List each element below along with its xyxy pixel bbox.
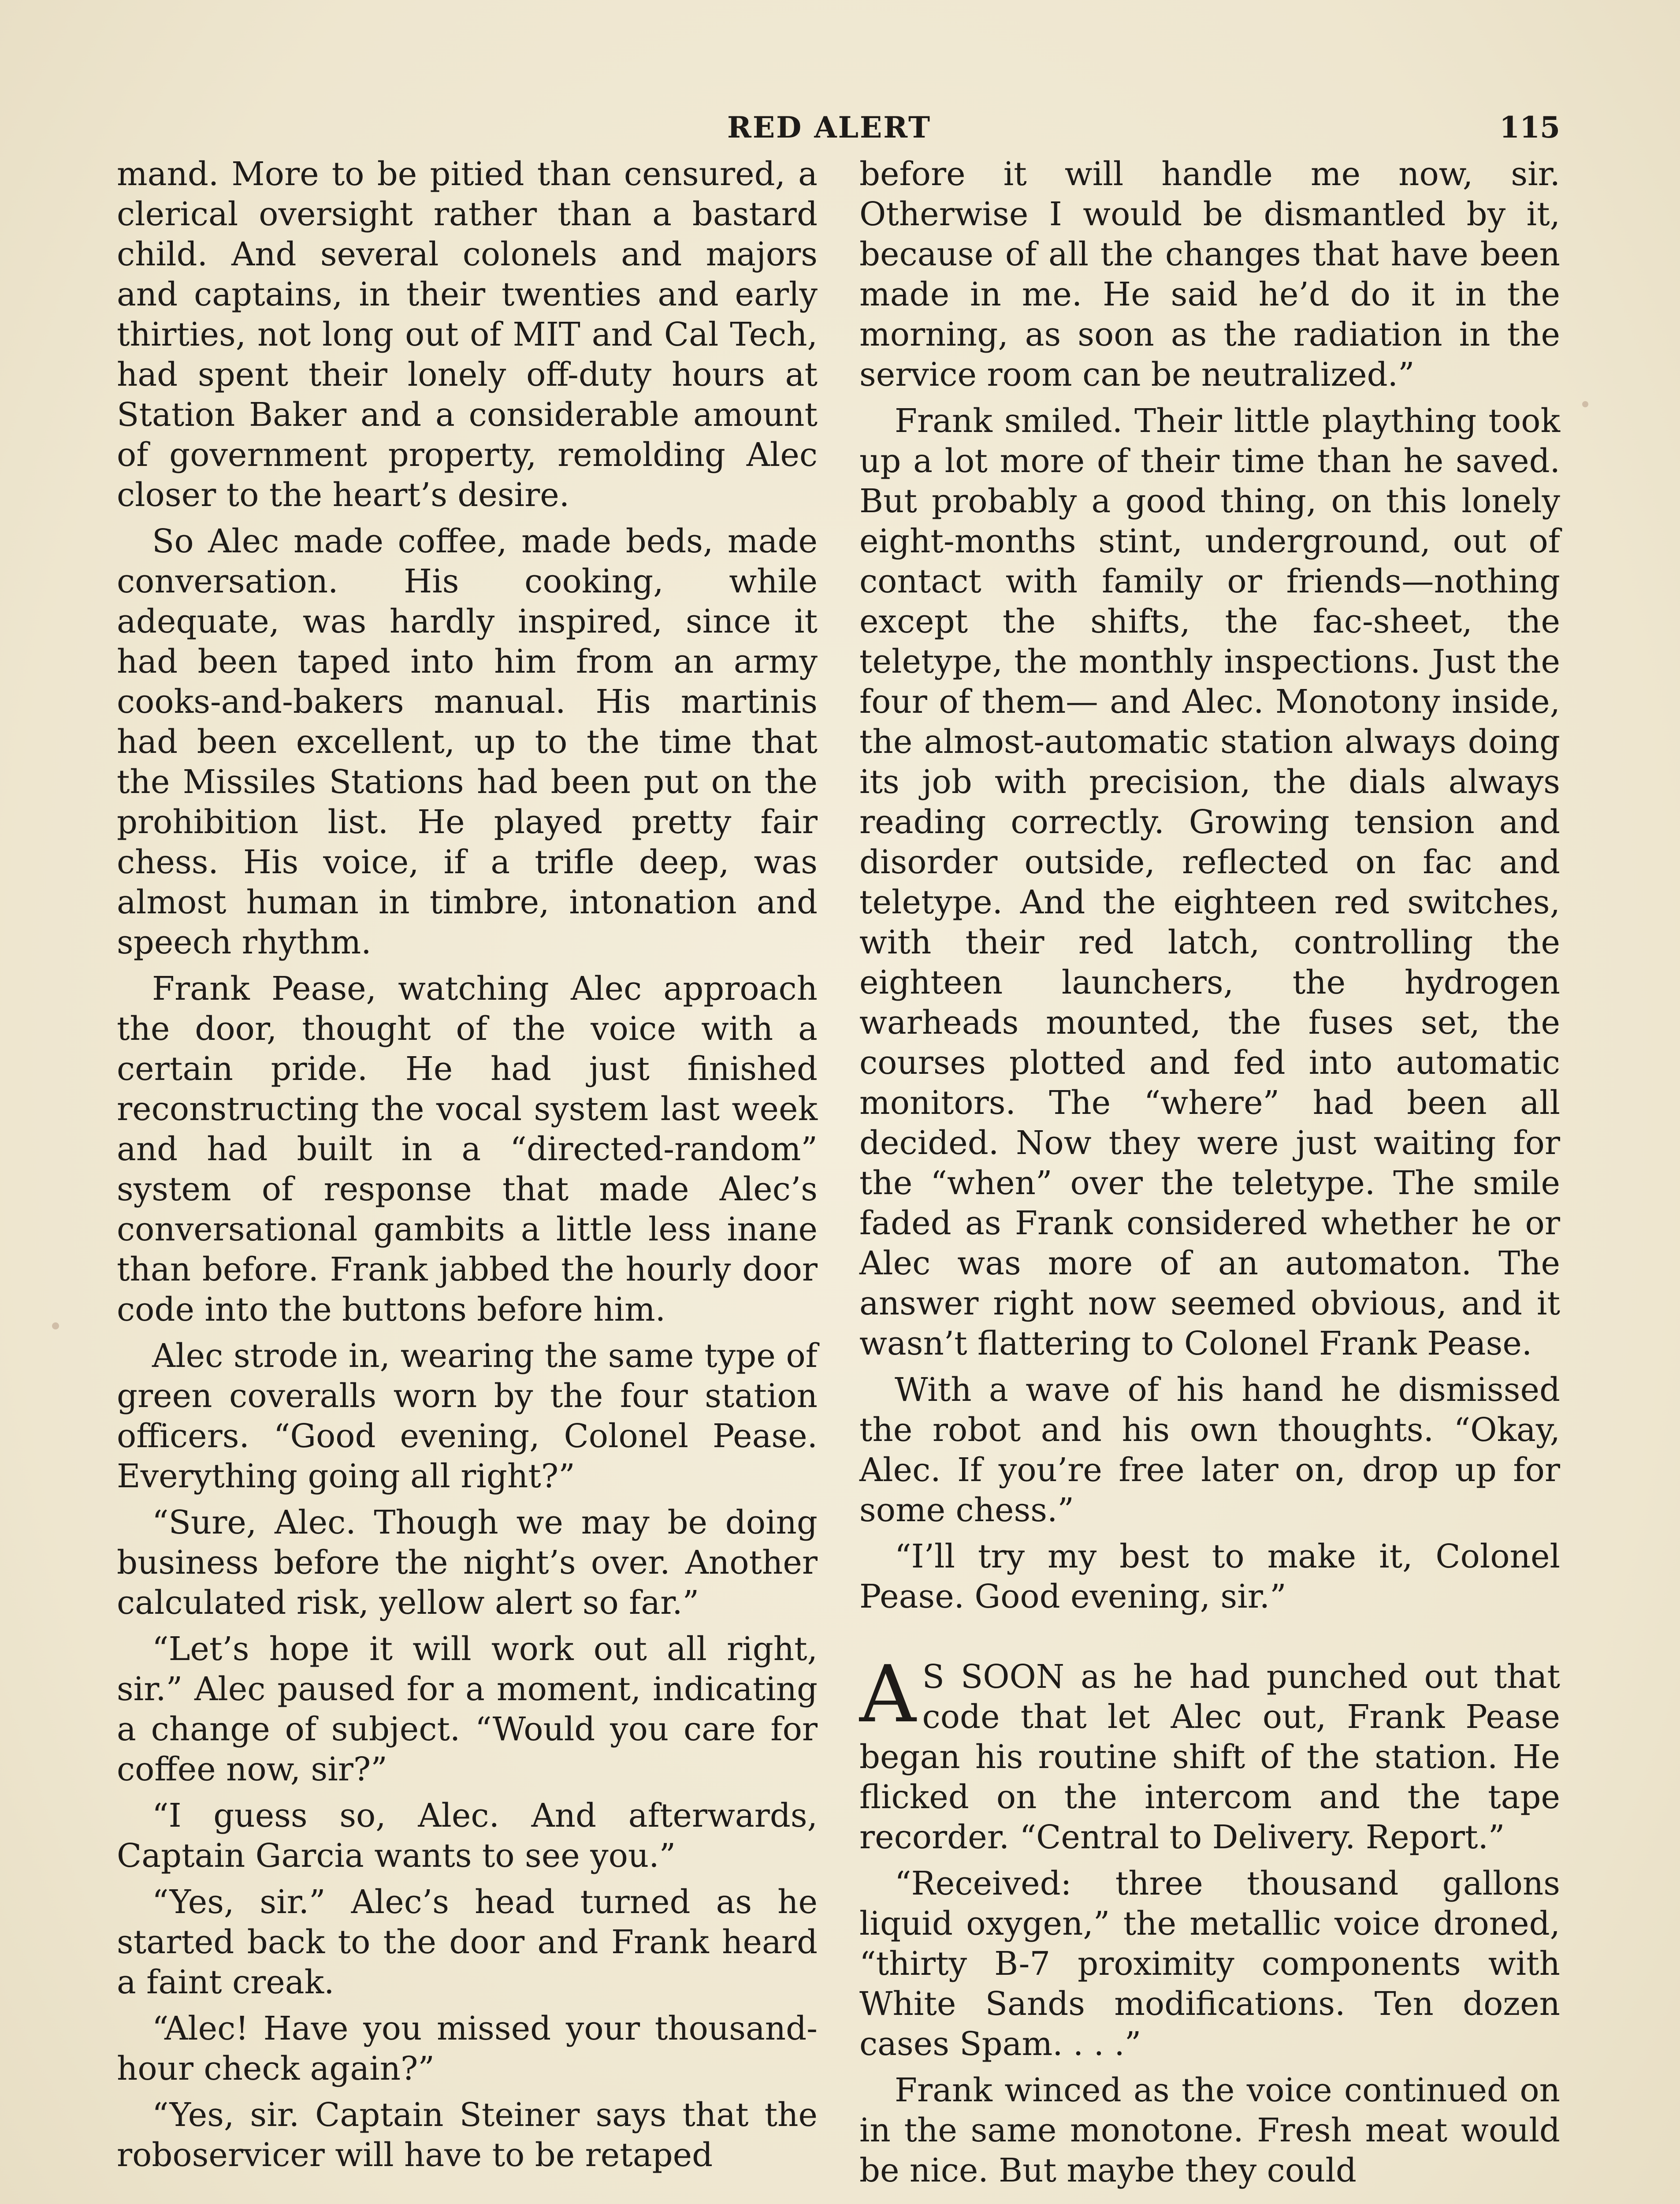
paragraph: “Received: three thousand gallons liquid oxygen,” the metallic voice droned, “thirty B-7 proximity components with White Sands modifications. Ten dozen cases Spam. . . .” — [859, 1865, 1560, 2063]
running-title: RED ALERT — [727, 110, 932, 145]
paper-spot — [52, 1322, 59, 1329]
paragraph: “Sure, Alec. Though we may be doing business before the night’s over. Another calculated risk, yellow alert so far.” — [117, 1504, 818, 1622]
section-opening-text: S SOON as he had punched out that code that let Alec out, Frank Pease began his routine shift of the station. He flicked on the intercom and the tape recorder. “Central to Delivery. Report.” — [859, 1658, 1560, 1856]
paragraph: “I guess so, Alec. And afterwards, Captain Garcia wants to see you.” — [117, 1797, 818, 1875]
paragraph: “I’ll try my best to make it, Colonel Pease. Good evening, sir.” — [859, 1538, 1560, 1616]
paragraph: “Yes, sir.” Alec’s head turned as he started back to the door and Frank heard a faint creak. — [117, 1884, 818, 2001]
paragraph: So Alec made coffee, made beds, made conversation. His cooking, while adequate, was hardly inspired, since it had been taped into him from an army cooks-and-bakers manual. His martinis had been excellent, up to the time that the Missiles Stations had been put on the prohibition list. He played pretty fair chess. His voice, if a trifle deep, was almost human in timbre, intonation and speech rhythm. — [117, 523, 818, 961]
paragraph: “Alec! Have you missed your thousand-hour check again?” — [117, 2010, 818, 2088]
paragraph: With a wave of his hand he dismissed the robot and his own thoughts. “Okay, Alec. If you’re free later on, drop up for some chess.” — [859, 1371, 1560, 1529]
paragraph: Frank smiled. Their little plaything took up a lot more of their time than he saved. But probably a good thing, on this lonely eight-months stint, underground, out of contact with family or friends—nothing except the shifts, the fac-sheet, the teletype, the monthly inspections. Just the four of them— and Alec. Monotony inside, the almost-automatic station always doing its job with precision, the dials always reading correctly. Growing tension and disorder outside, reflected on fac and teletype. And the eighteen red switches, with their red latch, controlling the eighteen launchers, the hydrogen warheads mounted, the fuses set, the courses plotted and fed into automatic monitors. The “where” had been all decided. Now they were just waiting for the “when” over the teletype. The smile faded as Frank considered whether he or Alec was more of an automaton. The answer right now seemed obvious, and it wasn’t flattering to Colonel Frank Pease. — [859, 402, 1560, 1363]
paragraph: “Yes, sir. Captain Steiner says that the roboservicer will have to be retaped — [117, 2096, 818, 2174]
paragraph: before it will handle me now, sir. Otherwise I would be dismantled by it, because of all the changes that have been made in me. He said he’d do it in the morning, as soon as the radiation in the service room can be neutralized.” — [859, 156, 1560, 394]
paragraph: mand. More to be pitied than censured, a clerical oversight rather than a bastard child. And several colonels and majors and captains, in their twenties and early thirties, not long out of MIT and Cal Tech, had spent their lonely off-duty hours at Station Baker and a considerable amount of government property, remolding Alec closer to the heart’s desire. — [117, 156, 818, 514]
paper-spot — [1582, 401, 1588, 407]
paragraph: Frank winced as the voice continued on in the same monotone. Fresh meat would be nice. But maybe they could — [859, 2072, 1560, 2189]
page-number: 115 — [1499, 110, 1560, 145]
paragraph: Alec strode in, wearing the same type of green coveralls worn by the four station officers. “Good evening, Colonel Pease. Everything going all right?” — [117, 1337, 818, 1495]
right-column — [859, 154, 1560, 2191]
paragraph: Frank Pease, watching Alec approach the door, thought of the voice with a certain pride. He had just finished reconstructing the vocal system last week and had built in a “directed-random” system of response that made Alec’s conversational gambits a little less inane than before. Frank jabbed the hourly door code into the buttons before him. — [117, 970, 818, 1329]
page-header — [119, 110, 1560, 145]
drop-cap: A — [859, 1649, 916, 1740]
left-column — [117, 154, 818, 2175]
section-opening — [859, 1649, 1560, 1858]
paragraph: “Let’s hope it will work out all right, sir.” Alec paused for a moment, indicating a change of subject. “Would you care for coffee now, sir?” — [117, 1631, 818, 1788]
